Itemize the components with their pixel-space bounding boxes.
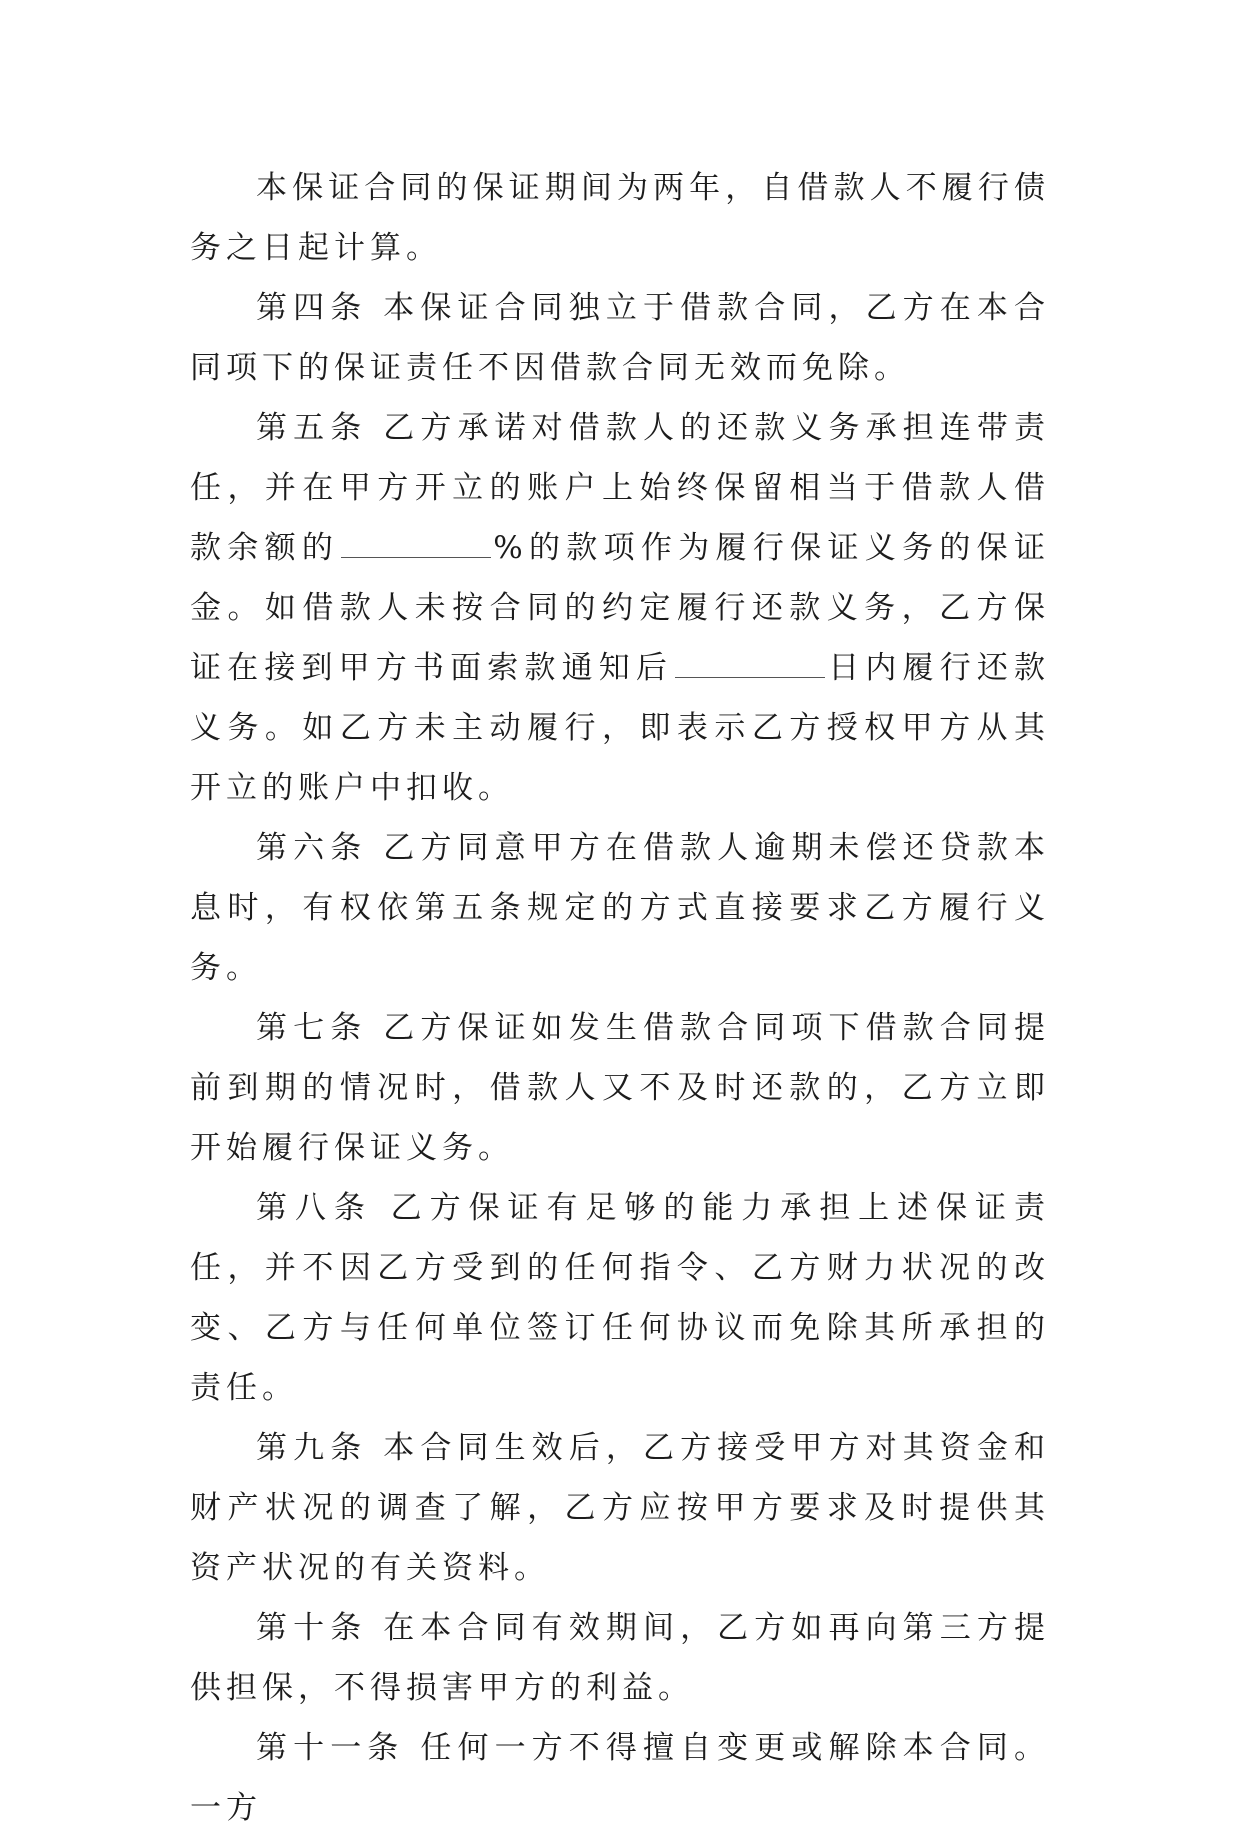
paragraph-text: 本保证合同的保证期间为两年，自借款人不履行债务之日起计算。 (190, 170, 1050, 266)
paragraph-text: 第七条 乙方保证如发生借款合同项下借款合同提前到期的情况时，借款人又不及时还款的，乙方立即开始履行保证义务。 (190, 1010, 1050, 1166)
percentage-blank-line (341, 556, 491, 558)
paragraph-article-6 (190, 818, 1050, 998)
paragraph-text: 第十条 在本合同有效期间，乙方如再向第三方提供担保，不得损害甲方的利益。 (190, 1610, 1050, 1706)
paragraph-text: 第九条 本合同生效后，乙方接受甲方对其资金和财产状况的调查了解，乙方应按甲方要求及时提供其资产状况的有关资料。 (190, 1430, 1050, 1586)
paragraph-article-7 (190, 998, 1050, 1178)
paragraph-article-5 (190, 398, 1050, 818)
paragraph-text: 第六条 乙方同意甲方在借款人逾期未偿还贷款本息时，有权依第五条规定的方式直接要求乙方履行义务。 (190, 830, 1050, 986)
days-blank-line (675, 676, 825, 678)
paragraph-text-part3: 日内履行还款义务。如乙方未主动履行，即表示乙方授权甲方从其开立的账户中扣收。 (190, 650, 1051, 806)
paragraph-article-11 (190, 1718, 1050, 1838)
paragraph-text: 第八条 乙方保证有足够的能力承担上述保证责任，并不因乙方受到的任何指令、乙方财力状况的改变、乙方与任何单位签订任何协议而免除其所承担的责任。 (190, 1190, 1050, 1406)
paragraph-article-10 (190, 1598, 1050, 1718)
paragraph-article-4 (190, 278, 1050, 398)
paragraph-text: 第十一条 任何一方不得擅自变更或解除本合同。一方 (190, 1730, 1050, 1826)
paragraph-text-part2: %的款项作为履行保证义务的保证金。如借款人未按合同的约定履行还款义务，乙方保证在接到甲方书面索款通知后 (190, 530, 1050, 686)
paragraph-article-8 (190, 1178, 1050, 1418)
paragraph-guarantee-period (190, 158, 1050, 278)
document-body (190, 158, 1050, 1838)
paragraph-text: 第四条 本保证合同独立于借款合同，乙方在本合同项下的保证责任不因借款合同无效而免除。 (190, 290, 1050, 386)
paragraph-article-9 (190, 1418, 1050, 1598)
paragraph-text-part1: 第五条 乙方承诺对借款人的还款义务承担连带责任，并在甲方开立的账户上始终保留相当于借款人借款余额的 (190, 410, 1050, 566)
